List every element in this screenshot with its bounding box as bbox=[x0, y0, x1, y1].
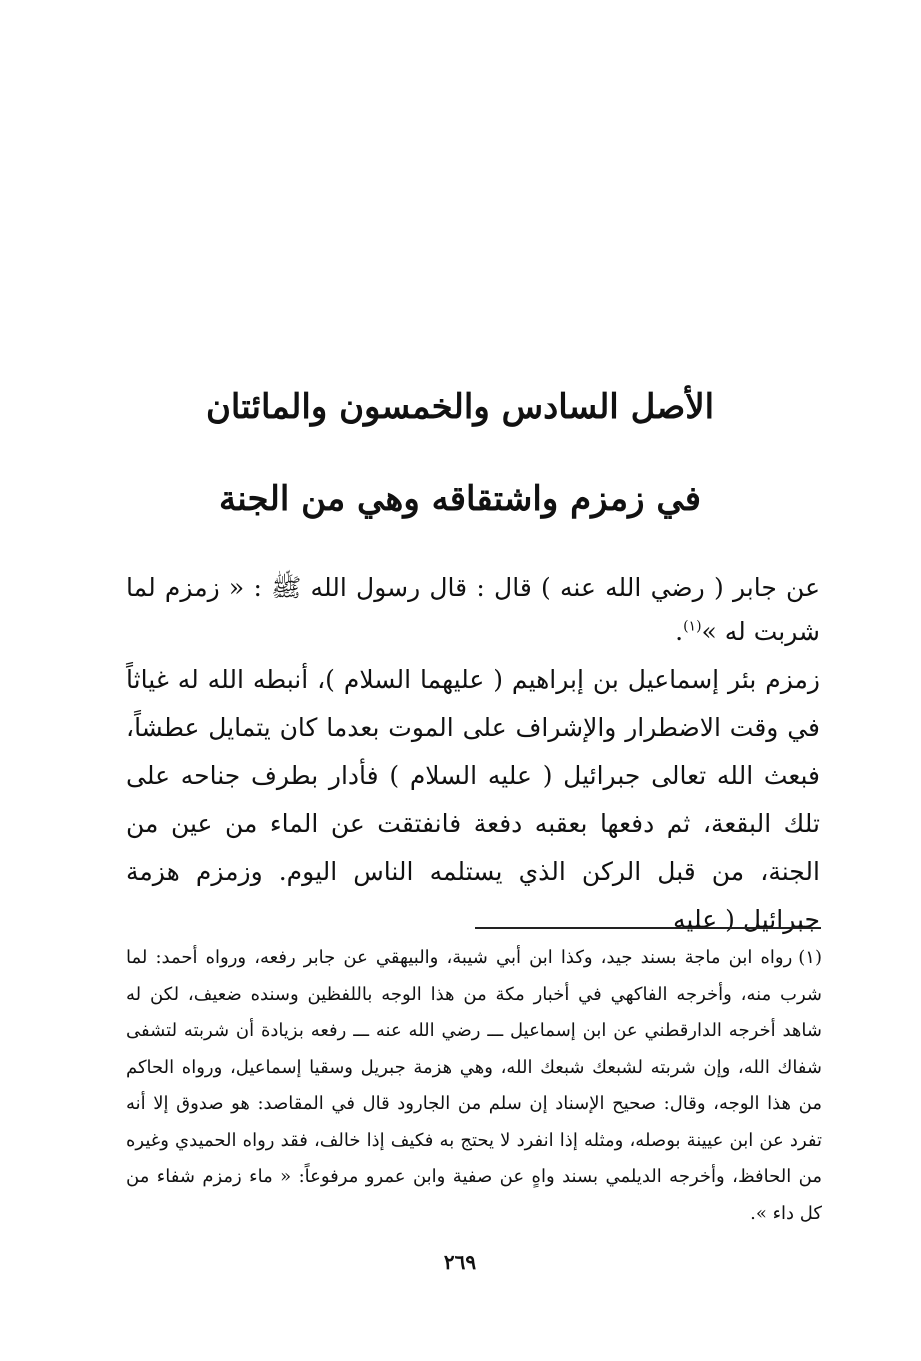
footnote-text: رواه ابن ماجة بسند جيد، وكذا ابن أبي شيبة، والبيهقي عن جابر رفعه، ورواه أحمد: لما شرب منه، وأخرجه الفاكهي في أخبار مكة من هذا الوجه باللفظين وسنده ضعيف، لكن له شاهد أخرجه الدارقطني عن ابن إسماعيل ـــ رضي الله عنه ـــ رفعه بزيادة أن شربته لتشفى شفاك الله، وإن شربته لشبعك شبعك الله، وهي هزمة جبريل وسقيا إسماعيل، ورواه الحاكم من هذا الوجه، وقال: صحيح الإسناد إن سلم من الجارود قال في المقاصد: هو صدوق إلا أنه تفرد عن ابن عيينة بوصله، ومثله إذا انفرد لا يحتج به فكيف إذا خالف، فقد رواه الحميدي وغيره من الحافظ، وأخرجه الديلمي بسند واهٍ عن صفية وابن عمرو مرفوعاً: « ماء زمزم شفاء من كل داء ». bbox=[126, 947, 822, 1224]
footnote-divider bbox=[475, 927, 821, 929]
page-number: ٢٦٩ bbox=[443, 1250, 477, 1274]
footnote-number: (١) bbox=[798, 947, 822, 968]
chapter-subtitle: في زمزم واشتقاقه وهي من الجنة bbox=[219, 479, 701, 519]
chapter-title: الأصل السادس والخمسون والمائتان bbox=[205, 387, 715, 427]
hadith-text: عن جابر ( رضي الله عنه ) قال : قال رسول الله ﷺ : « زمزم لما شربت له » bbox=[126, 573, 820, 646]
footnote bbox=[126, 940, 822, 1232]
hadith-end: . bbox=[675, 617, 684, 646]
body-paragraph: زمزم بئر إسماعيل بن إبراهيم ( عليهما السلام )، أنبطه الله له غياثاً في وقت الاضطرار والإشراف على الموت بعدما كان يتمايل عطشاً، فبعث الله تعالى جبرائيل ( عليه السلام ) فأدار بطرف جناحه على تلك البقعة، ثم دفعها بعقبه دفعة فانفتقت عن الماء من عين من الجنة، من قبل الركن الذي يستلمه الناس اليوم. وزمزم هزمة جبرائيل ( عليه bbox=[126, 665, 820, 934]
hadith-paragraph bbox=[126, 566, 820, 654]
footnote-ref[interactable]: (١) bbox=[683, 618, 702, 635]
